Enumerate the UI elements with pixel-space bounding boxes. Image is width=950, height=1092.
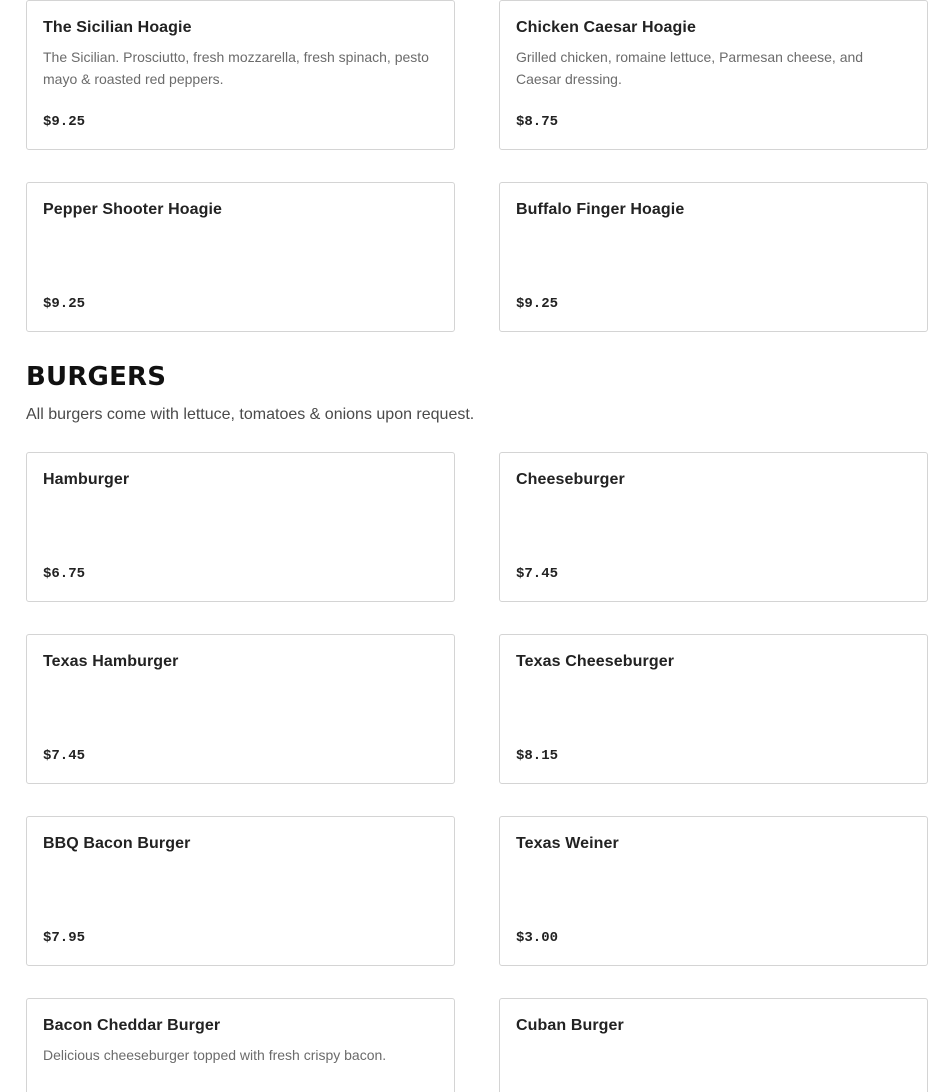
menu-item-name: Texas Hamburger bbox=[43, 653, 179, 670]
menu-item-name: The Sicilian Hoagie bbox=[43, 19, 192, 36]
menu-item-card[interactable] bbox=[499, 634, 928, 784]
menu-item-name: Hamburger bbox=[43, 471, 130, 488]
menu-item-price: $7.45 bbox=[516, 566, 559, 582]
menu-item-name: Texas Weiner bbox=[516, 835, 619, 852]
menu-item-name: Texas Cheeseburger bbox=[516, 653, 675, 670]
menu-item-card[interactable] bbox=[26, 634, 455, 784]
menu-item-name: BBQ Bacon Burger bbox=[43, 835, 191, 852]
menu-item-card[interactable] bbox=[499, 816, 928, 966]
menu-item-price: $8.75 bbox=[516, 114, 559, 130]
menu-item-card[interactable] bbox=[26, 816, 455, 966]
menu-item-name: Buffalo Finger Hoagie bbox=[516, 201, 685, 218]
section-subtitle: All burgers come with lettuce, tomatoes & onions upon request. bbox=[26, 406, 475, 423]
menu-item-card[interactable] bbox=[499, 182, 928, 332]
menu-item-price: $3.00 bbox=[516, 930, 559, 946]
menu-item-description: Delicious cheeseburger topped with fresh crispy bacon. bbox=[43, 1047, 387, 1063]
menu-item-card[interactable] bbox=[26, 182, 455, 332]
menu-item-name: Bacon Cheddar Burger bbox=[43, 1017, 221, 1034]
menu-item-name: Pepper Shooter Hoagie bbox=[43, 201, 223, 218]
menu-item-price: $7.95 bbox=[43, 930, 86, 946]
menu-item-price: $8.15 bbox=[516, 748, 559, 764]
menu-item-price: $9.25 bbox=[43, 114, 86, 130]
section-heading-burgers: BURGERS bbox=[26, 362, 167, 392]
menu-item-price: $6.75 bbox=[43, 566, 86, 582]
menu-item-description: Grilled chicken, romaine lettuce, Parmesan cheese, and Caesar dressing. bbox=[516, 49, 864, 87]
menu-item-card[interactable] bbox=[499, 452, 928, 602]
menu-item-price: $9.25 bbox=[43, 296, 86, 312]
menu-item-card[interactable] bbox=[26, 452, 455, 602]
menu-item-price: $7.45 bbox=[43, 748, 86, 764]
menu-item-description: The Sicilian. Prosciutto, fresh mozzarella, fresh spinach, pesto mayo & roasted red peppers. bbox=[43, 49, 429, 87]
burgers-grid bbox=[26, 452, 928, 1092]
menu-item-name: Chicken Caesar Hoagie bbox=[516, 19, 696, 36]
menu-item-card[interactable] bbox=[26, 0, 455, 150]
menu-item-card[interactable] bbox=[499, 998, 928, 1092]
menu-item-card[interactable] bbox=[26, 998, 455, 1092]
menu-item-name: Cuban Burger bbox=[516, 1017, 624, 1034]
menu-item-name: Cheeseburger bbox=[516, 471, 625, 488]
hoagies-grid bbox=[26, 0, 928, 332]
menu-item-price: $9.25 bbox=[516, 296, 559, 312]
menu-item-card[interactable] bbox=[499, 0, 928, 150]
